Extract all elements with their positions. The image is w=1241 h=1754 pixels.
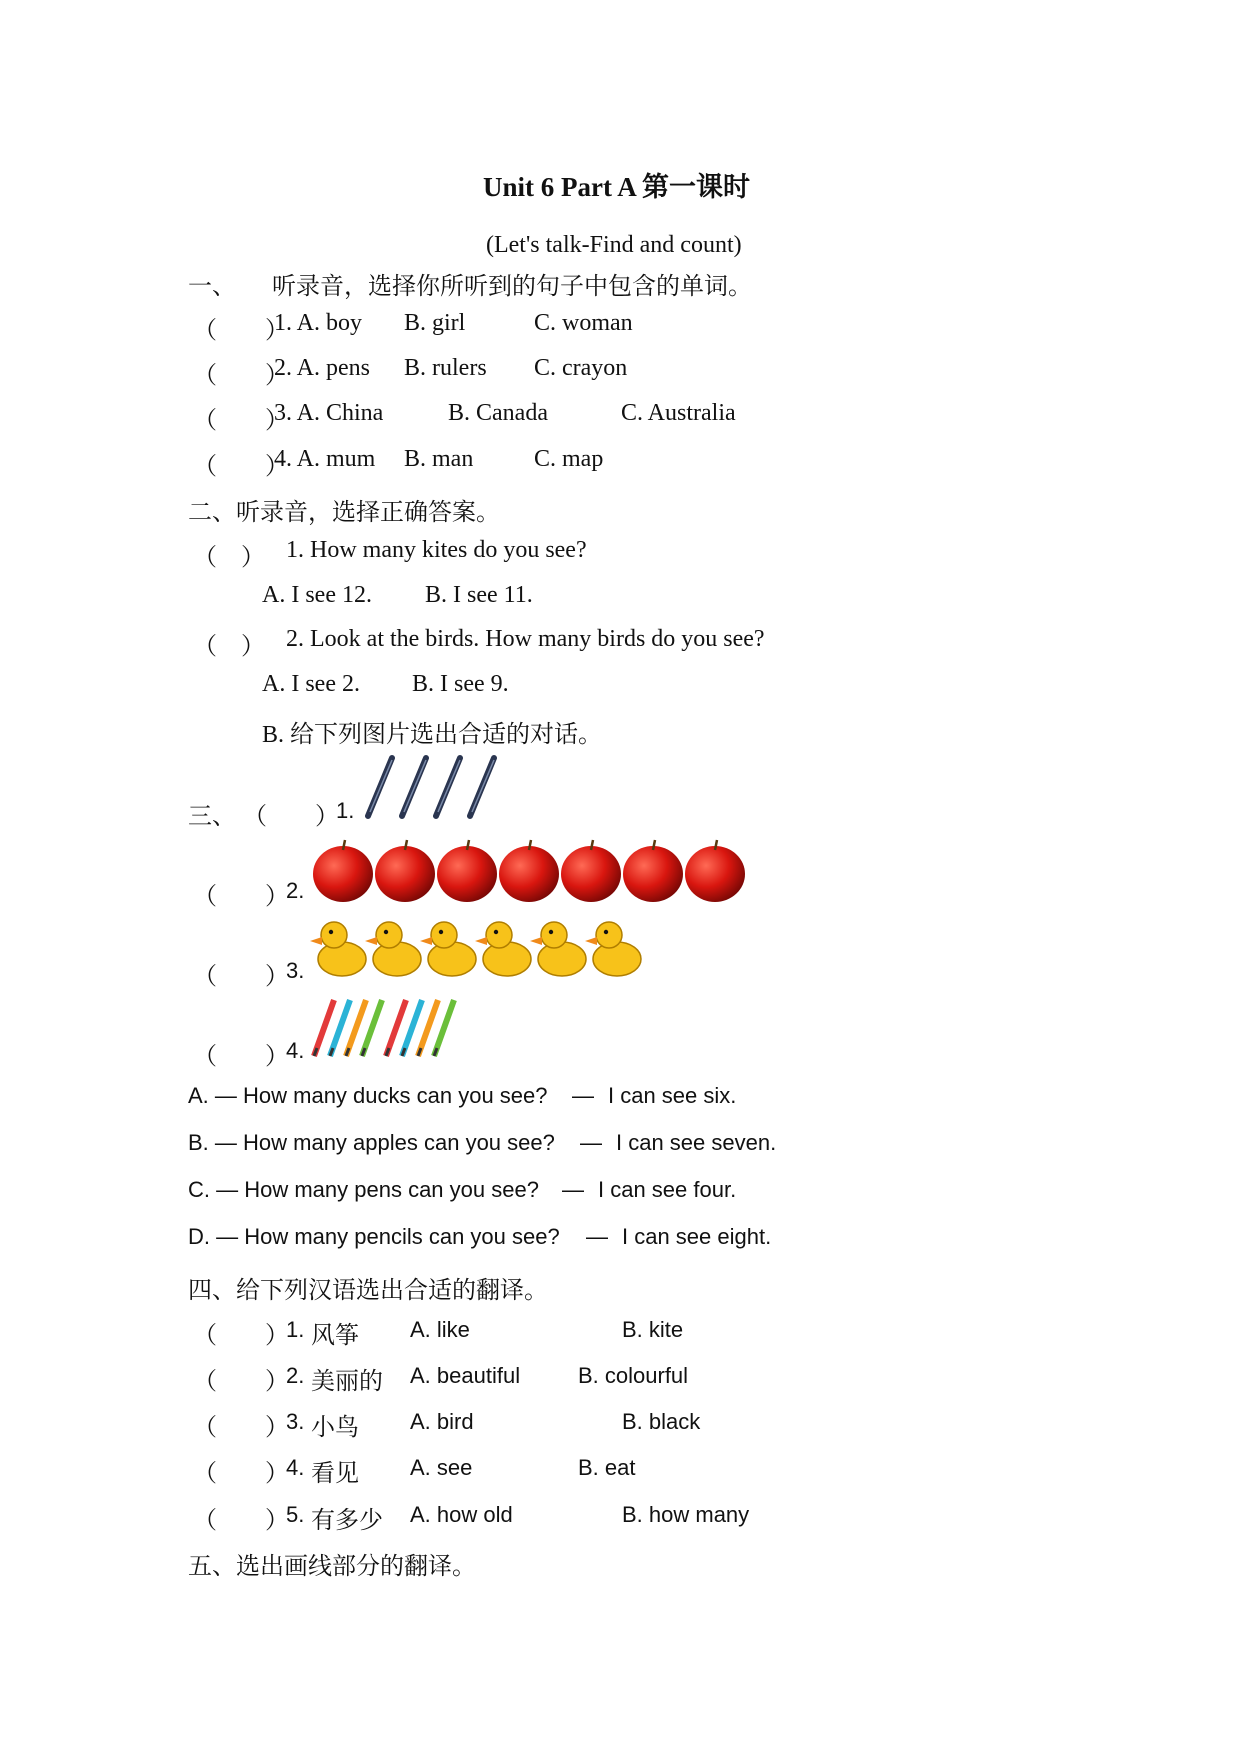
s1-q1-paren: （ ） — [193, 318, 289, 344]
apples-picture — [312, 836, 752, 904]
duck-icon — [585, 922, 641, 976]
s1-q3-c: C. Australia — [621, 400, 736, 426]
s4-q3-num: 3. — [286, 1409, 305, 1434]
s2-q2-paren: （ ） — [193, 634, 265, 660]
s1-q4-c: C. map — [534, 446, 604, 472]
s2-q1-a: A. I see 12. — [262, 582, 372, 608]
s1-q3-b: B. Canada — [448, 400, 548, 426]
section-1-number: 一、 — [188, 274, 236, 300]
s4-q4-a: A. see — [410, 1455, 473, 1480]
s2-q2-b: B. I see 9. — [412, 671, 509, 697]
s3-option-b-answer: I can see seven. — [616, 1130, 777, 1155]
s2-q2-text: 2. Look at the birds. How many birds do you see? — [286, 626, 765, 652]
pen-icon — [436, 758, 460, 816]
duck-icon — [310, 922, 366, 976]
s1-q2-paren: （ ） — [193, 363, 289, 389]
s3-q4-paren: （ ） — [193, 1044, 289, 1070]
s4-q5-b: B. how many — [622, 1502, 750, 1527]
s1-q4-a: 4. A. mum — [274, 446, 376, 472]
s1-q4-paren: （ ） — [193, 454, 289, 480]
pencils-picture — [308, 996, 478, 1060]
s2-q1-paren: （ ） — [193, 545, 265, 571]
s4-q3-paren: （ ） — [193, 1415, 289, 1441]
apple-icon — [499, 840, 559, 902]
s2-q2-a: A. I see 2. — [262, 671, 360, 697]
s4-q1-a: A. like — [410, 1317, 470, 1342]
s4-q2-num: 2. — [286, 1363, 305, 1388]
s3-option-c-answer: I can see four. — [598, 1177, 737, 1202]
s4-q4-b: B. eat — [578, 1455, 636, 1480]
s1-q1-a: 1. A. boy — [274, 310, 363, 336]
s3-option-b-dash: — — [580, 1130, 602, 1155]
s3-option-d-dash: — — [586, 1224, 608, 1249]
apple-icon — [623, 840, 683, 902]
s1-q1-c: C. woman — [534, 310, 633, 336]
s4-q2-paren: （ ） — [193, 1369, 289, 1395]
s3-option-d-answer: I can see eight. — [622, 1224, 772, 1249]
s3-q3-paren: （ ） — [193, 964, 289, 990]
s4-q2-b: B. colourful — [578, 1363, 689, 1388]
s3-option-c-dash: — — [562, 1177, 584, 1202]
section-4-heading: 四、给下列汉语选出合适的翻译。 — [188, 1278, 548, 1304]
s4-q4-num: 4. — [286, 1455, 305, 1480]
s4-q5-paren: （ ） — [193, 1508, 289, 1534]
s3-q2-num: 2. — [286, 878, 305, 903]
pen-icon — [402, 758, 426, 816]
s2-q1-b: B. I see 11. — [425, 582, 533, 608]
s3-option-d-question: D. — How many pencils can you see? — [188, 1224, 560, 1249]
s4-q3-b: B. black — [622, 1409, 701, 1434]
s4-q4-chinese: 看见 — [311, 1461, 359, 1487]
duck-icon — [475, 922, 531, 976]
s3-option-c-question: C. — How many pens can you see? — [188, 1177, 539, 1202]
duck-icon — [365, 922, 421, 976]
s1-q4-b: B. man — [404, 446, 474, 472]
pen-icon — [368, 758, 392, 816]
apple-icon — [313, 840, 373, 902]
s2-q1-text: 1. How many kites do you see? — [286, 537, 587, 563]
s2-note: B. 给下列图片选出合适的对话。 — [262, 722, 603, 748]
page-title: Unit 6 Part A 第一课时 — [483, 172, 750, 202]
s3-option-a-answer: I can see six. — [608, 1083, 737, 1108]
s4-q3-chinese: 小鸟 — [311, 1415, 359, 1441]
s3-option-a-dash: — — [572, 1083, 594, 1108]
s4-q2-a: A. beautiful — [410, 1363, 521, 1388]
s4-q1-paren: （ ） — [193, 1323, 289, 1349]
s1-q3-paren: （ ） — [193, 408, 289, 434]
duck-icon — [420, 922, 476, 976]
s1-q1-b: B. girl — [404, 310, 466, 336]
section-3-heading: 三、 — [188, 804, 236, 830]
apple-icon — [437, 840, 497, 902]
s3-q3-num: 3. — [286, 958, 305, 983]
apple-icon — [375, 840, 435, 902]
s1-q2-b: B. rulers — [404, 355, 487, 381]
s3-q1-paren: （ ） — [243, 804, 339, 830]
section-1-heading: 听录音，选择你所听到的句子中包含的单词。 — [272, 274, 752, 300]
s3-option-a-question: A. — How many ducks can you see? — [188, 1083, 548, 1108]
section-5-heading: 五、选出画线部分的翻译。 — [188, 1554, 476, 1580]
s1-q2-a: 2. A. pens — [274, 355, 370, 381]
s4-q1-chinese: 风筝 — [311, 1323, 359, 1349]
section-2-heading: 二、听录音，选择正确答案。 — [188, 500, 500, 526]
s4-q5-a: A. how old — [410, 1502, 513, 1527]
s3-q2-paren: （ ） — [193, 884, 289, 910]
s4-q1-num: 1. — [286, 1317, 305, 1342]
apple-icon — [561, 840, 621, 902]
pen-icon — [470, 758, 494, 816]
ducks-picture — [308, 915, 648, 979]
s4-q3-a: A. bird — [410, 1409, 474, 1434]
page-subtitle: (Let's talk-Find and count) — [486, 232, 742, 258]
s4-q4-paren: （ ） — [193, 1461, 289, 1487]
s4-q1-b: B. kite — [622, 1317, 684, 1342]
apple-icon — [685, 840, 745, 902]
s3-q1-num: 1. — [336, 798, 355, 823]
s3-q4-num: 4. — [286, 1038, 305, 1063]
pens-picture — [362, 754, 502, 820]
s4-q5-num: 5. — [286, 1502, 305, 1527]
s4-q2-chinese: 美丽的 — [311, 1369, 383, 1395]
duck-icon — [530, 922, 586, 976]
s3-option-b-question: B. — How many apples can you see? — [188, 1130, 555, 1155]
s4-q5-chinese: 有多少 — [311, 1508, 383, 1534]
s1-q3-a: 3. A. China — [274, 400, 384, 426]
s1-q2-c: C. crayon — [534, 355, 628, 381]
